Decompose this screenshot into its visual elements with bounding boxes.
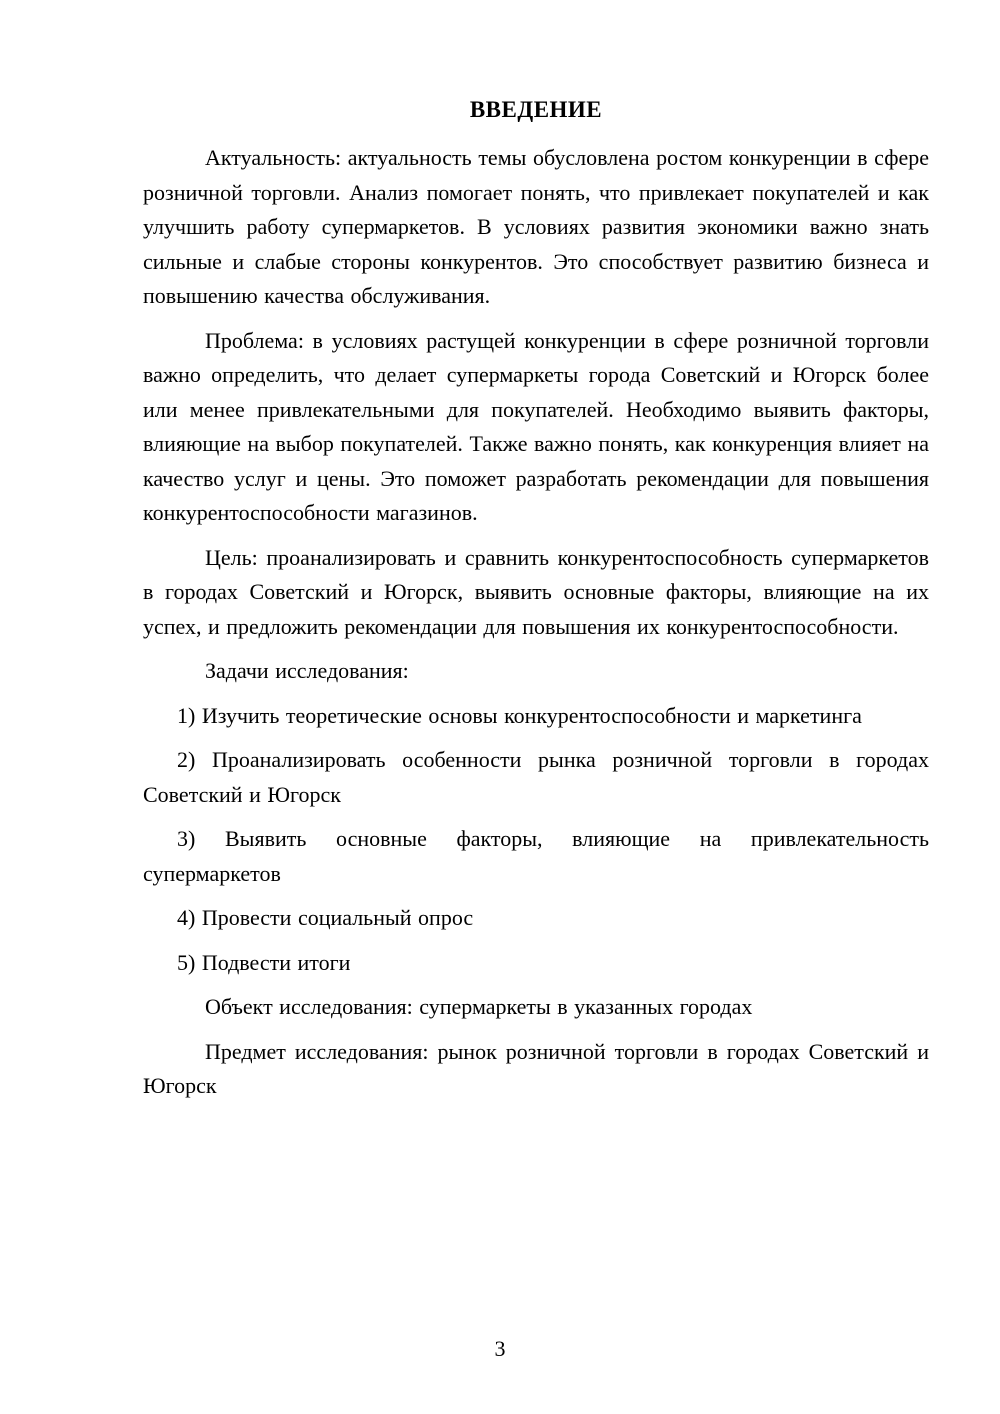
paragraph-relevance: Актуальность: актуальность темы обусловлена ростом конкуренции в сфере розничной торговли. Анализ помогает понять, что привлекает покупателей и как улучшить работу супермаркетов. В условиях развития экономики важно знать сильные и слабые стороны конкурентов. Это способствует развитию бизнеса и повышению качества обслуживания. [143, 145, 929, 308]
paragraph-subject: Предмет исследования: рынок розничной торговли в городах Советский и Югорск [143, 1038, 929, 1098]
document-title: ВВЕДЕНИЕ [469, 97, 603, 122]
task-item-5: 5) Подвести итоги [177, 949, 351, 975]
page-number: 3 [494, 1336, 506, 1361]
task-item-3: 3) Выявить основные факторы, влияющие на привлекательность супермаркетов [143, 826, 929, 886]
paragraph-object: Объект исследования: супермаркеты в указанных городах [205, 994, 753, 1019]
task-item-4: 4) Провести социальный опрос [177, 905, 474, 930]
tasks-heading: Задачи исследования: [205, 658, 409, 683]
task-item-2: 2) Проанализировать особенности рынка розничной торговли в городах Советский и Югорск [143, 747, 929, 807]
paragraph-goal: Цель: проанализировать и сравнить конкурентоспособность супермаркетов в городах Советский и Югорск, выявить основные факторы, влияющие на их успех, и предложить рекомендации для повышения их конкурентоспособности. [143, 544, 929, 639]
paragraph-problem: Проблема: в условиях растущей конкуренции в сфере розничной торговли важно определить, что делает супермаркеты города Советский и Югорск более или менее привлекательными для покупателей. Необходимо выявить факторы, влияющие на выбор покупателей. Также важно понять, как конкуренция влияет на качество услуг и цены. Это поможет разработать рекомендации для повышения конкурентоспособности магазинов. [143, 327, 929, 525]
task-item-1: 1) Изучить теоретические основы конкурентоспособности и маркетинга [177, 702, 862, 728]
